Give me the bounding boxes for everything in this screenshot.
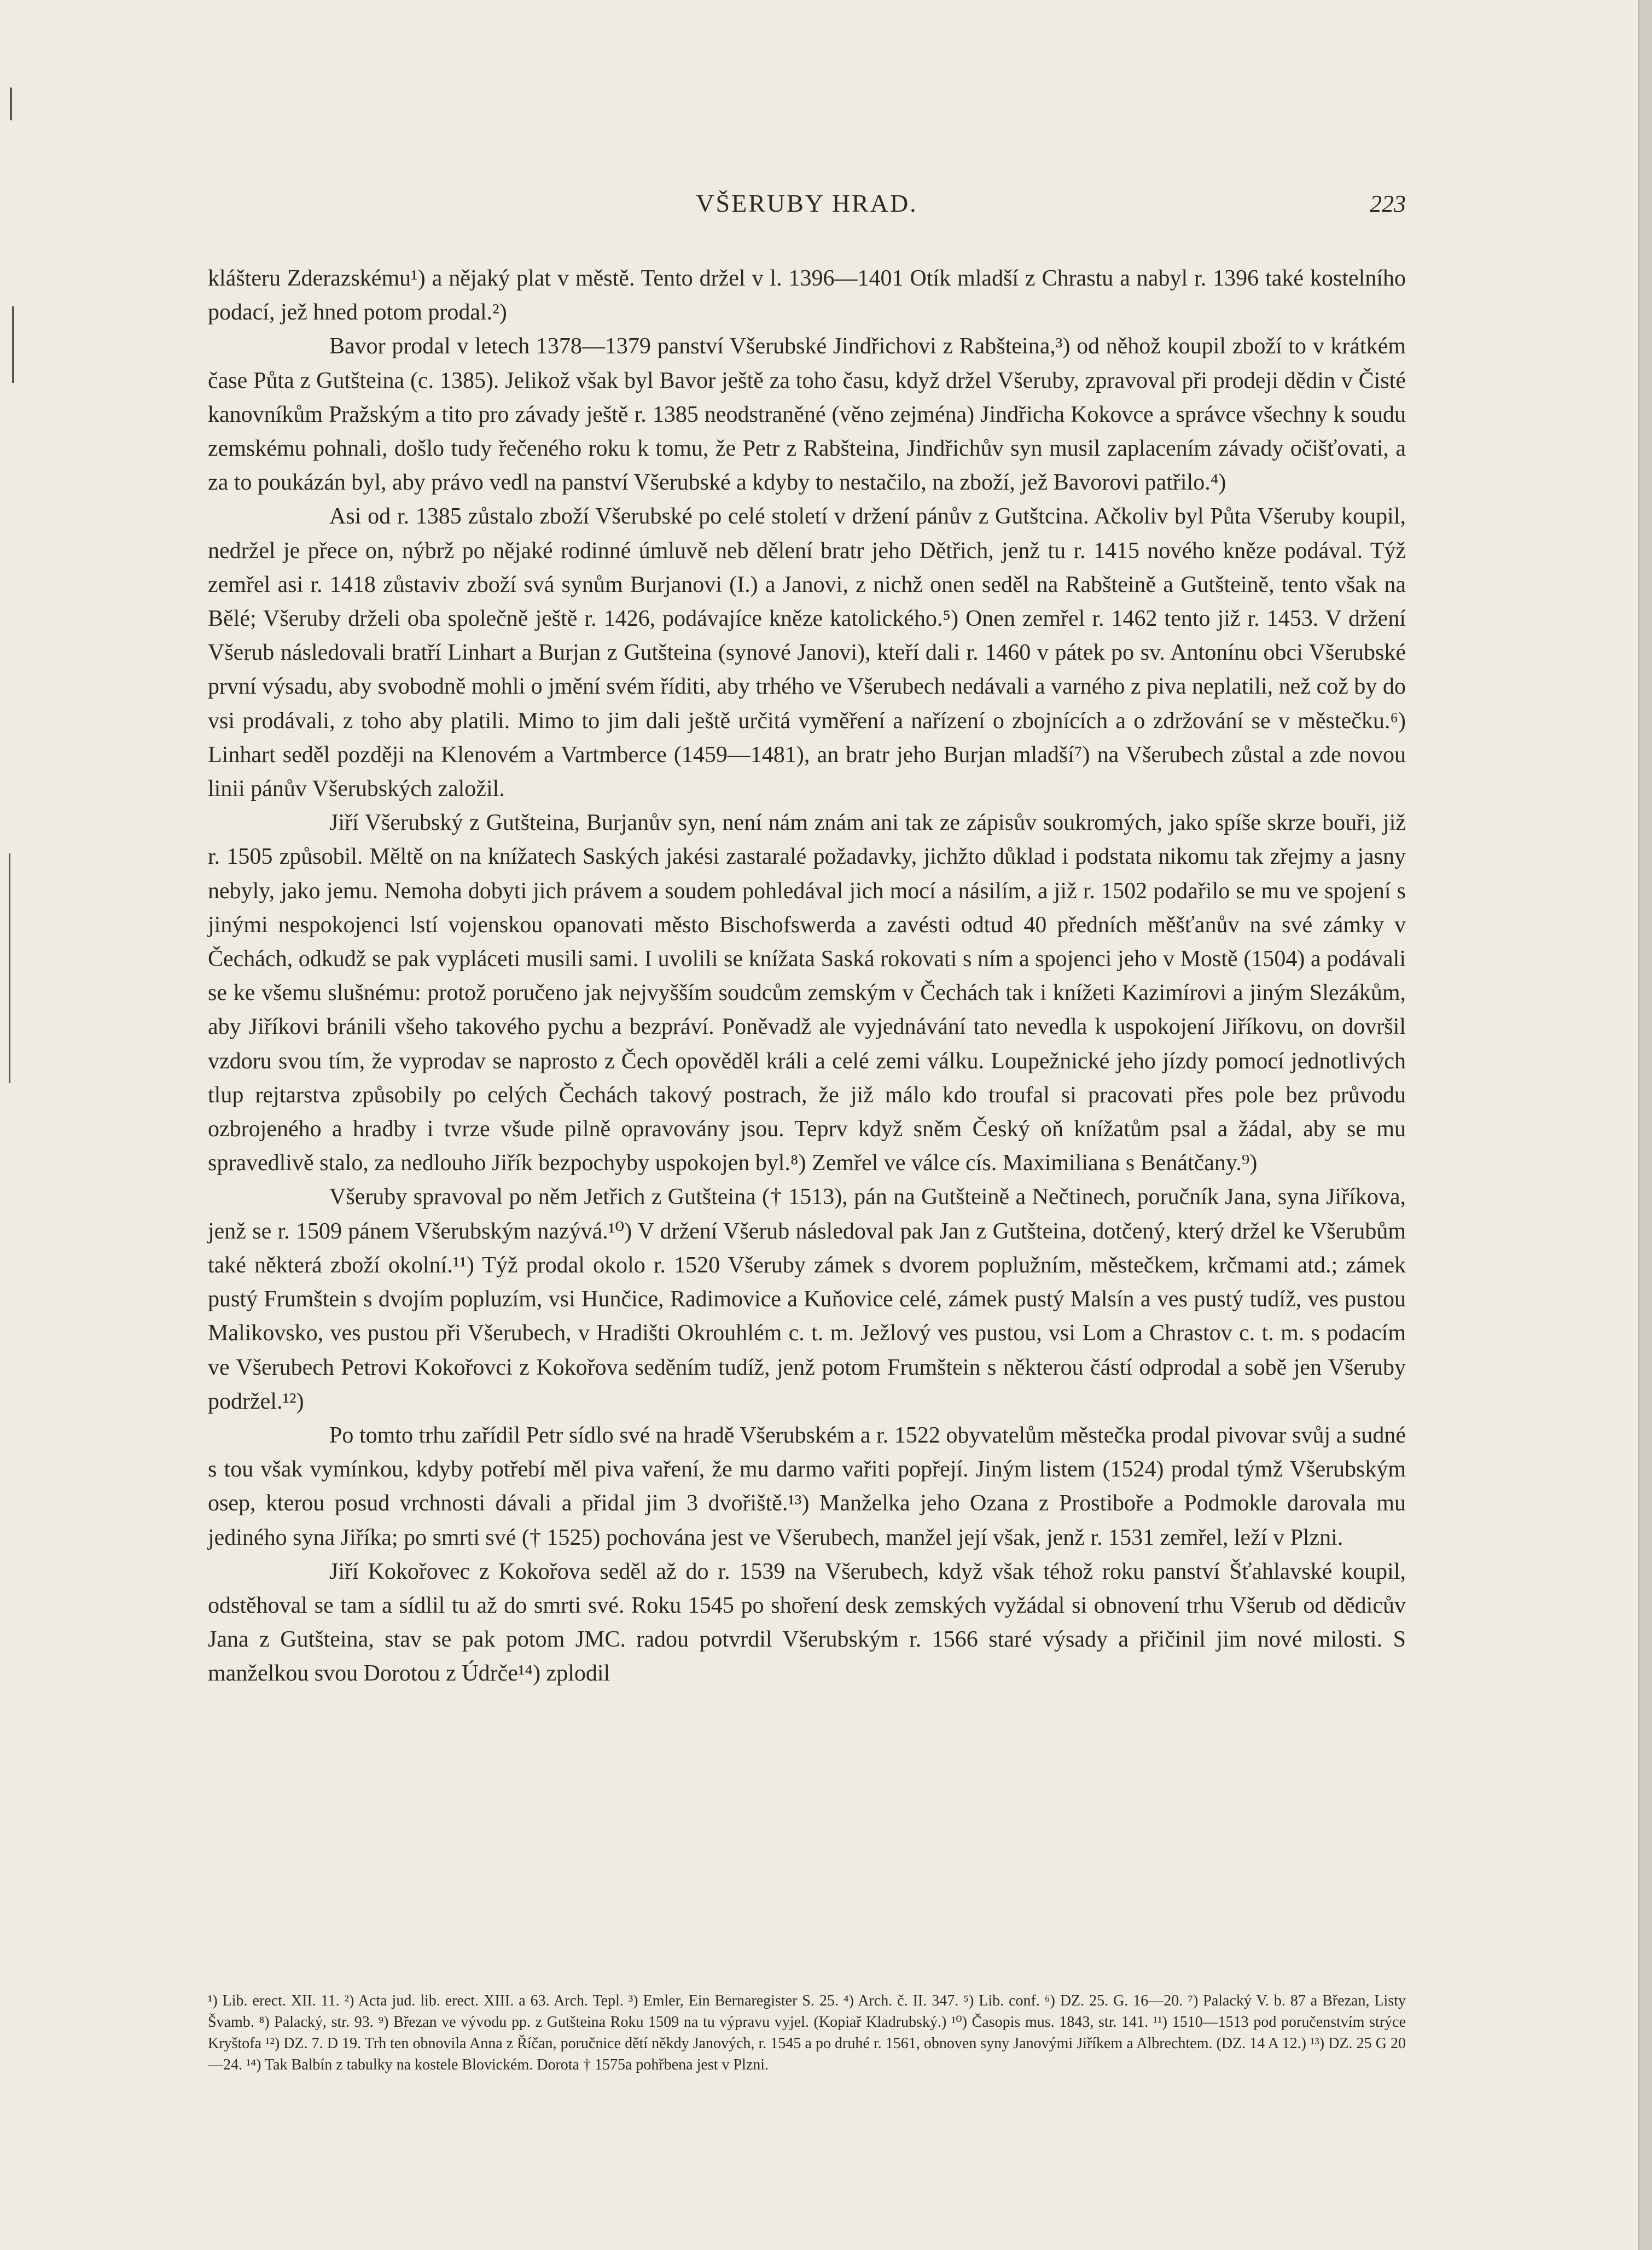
paragraph: Asi od r. 1385 zůstalo zboží Všerubské po celé století v držení pánův z Gutštcina. Ačkoliv byl Půta Všeruby koupil, nedržel je přece on, nýbrž po nějaké rodinné úmluvě neb dělení bratr jeho Dětřich, jenž tu r. 1415 nového kněze podával. Týž zemřel asi r. 1418 zůstaviv zboží svá synům Burjanovi (I.) a Janovi, z nichž onen seděl na Rabšteině a Gutšteině, tento však na Bělé; Všeruby drželi oba společně ještě r. 1426, podávajíce kněze katolického.⁵) Onen zemřel r. 1462 tento již r. 1453. V držení Všerub následovali bratří Linhart a Burjan z Gutšteina (synové Janovi), kteří dali r. 1460 v pátek po sv. Antonínu obci Všerubské první výsadu, aby svobodně mohli o jmění svém říditi, aby trhého ve Všerubech nedávali a varného z piva neplatili, než což by do vsi prodávali, z toho aby platili. Mimo to jim dali ještě určitá vyměření a nařízení o zbojnících a o zdržování se v městečku.⁶) Linhart seděl později na Klenovém a Vartmberce (1459—1481), an bratr jeho Burjan mladší⁷) na Všerubech zůstal a zde novou linii pánův Všerubských založil. — [208, 504, 1406, 802]
footnote-block: ¹) Lib. erect. XII. 11. ²) Acta jud. lib. erect. XIII. a 63. Arch. Tepl. ³) Emler, Ein Bernaregister S. 25. ⁴) Arch. č. II. 347. ⁵) Lib. conf. ⁶) DZ. 25. G. 16—20. ⁷) Palacký V. b. 87 a Březan, Listy Švamb. ⁸) Palacký, str. 93. ⁹) Březan ve vývodu pp. z Gutšteina Roku 1509 na tu výpravu vyjel. (Kopiař Kladrubský.) ¹⁰) Časopis mus. 1843, str. 141. ¹¹) 1510—1513 pod poručenstvím strýce Kryštofa ¹²) DZ. 7. D 19. Trh ten obnovila Anna z Říčan, poručnice dětí někdy Janových, r. 1545 a po druhé r. 1561, obnoven syny Janovými Jiříkem a Albrechtem. (DZ. 14 A 12.) ¹³) DZ. 25 G 20—24. ¹⁴) Tak Balbín z tabulky na kostele Blovickém. Dorota † 1575a pohřbena jest v Plzni. — [208, 1992, 1406, 2073]
paragraph: Jiří Kokořovec z Kokořova seděl až do r. 1539 na Všerubech, když však téhož roku panství Šťahlavské koupil, odstěhoval se tam a sídlil tu až do smrti své. Roku 1545 po shoření desk zemských vyžádal si obnovení trhu Všerub od dědicův Jana z Gutšteina, stav se pak potom JMC. radou potvrdil Všerubským r. 1566 staré výsady a přičinil jim nové milosti. S manželkou svou Dorotou z Údrče¹⁴) zplodil — [208, 1559, 1406, 1687]
paragraph: Po tomto trhu zařídil Petr sídlo své na hradě Všerubském a r. 1522 obyvatelům městečka prodal pivovar svůj a sudné s tou však vymínkou, kdyby potřebí měl piva vaření, že mu darmo vařiti popřejí. Jiným listem (1524) prodal týmž Všerubským osep, kterou posud vrchnosti dávali a přidal jim 3 dvořiště.¹³) Manželka jeho Ozana z Prostiboře a Podmokle darovala mu jediného syna Jiříka; po smrti své († 1525) pochována jest ve Všerubech, manžel její však, jenž r. 1531 zemřel, leží v Plzni. — [208, 1422, 1406, 1550]
paragraph: Všeruby spravoval po něm Jetřich z Gutšteina († 1513), pán na Gutšteině a Nečtinech, poručník Jana, syna Jiříkova, jenž se r. 1509 pánem Všerubským nazývá.¹⁰) V držení Všerub následoval pak Jan z Gutšteina, dotčený, který držel ke Všerubům také některá zboží okolní.¹¹) Týž prodal okolo r. 1520 Všeruby zámek s dvorem poplužním, městečkem, krčmami atd.; zámek pustý Frumštein s dvojím popluzím, vsi Hunčice, Radimovice a Kuňovice celé, zámek pustý Malsín a ves pustý tudíž, ves pustou Malikovsko, ves pustou při Všerubech, v Hradišti Okrouhlém c. t. m. Ježlový ves pustou, vsi Lom a Chrastov c. t. m. s podacím ve Všerubech Petrovi Kokořovci z Kokořova seděním tudíž, jenž potom Frumštein s některou částí odprodal a sobě jen Všeruby podržel.¹²) — [208, 1184, 1406, 1414]
page-edge — [1638, 0, 1652, 2250]
footnotes — [208, 1990, 1406, 2075]
paragraph: Jiří Všerubský z Gutšteina, Burjanův syn, není nám znám ani tak ze zápisův soukromých, jako spíše skrze bouři, již r. 1505 způsobil. Měltě on na knížatech Saských jakési zastaralé požadavky, jichžto důklad i podstata nikomu tak zřejmy a jasny nebyly, jako jemu. Nemoha dobyti jich právem a soudem pohledával jich mocí a násilím, a již r. 1502 podařilo se mu ve spojení s jinými nespokojenci lstí vojenskou opanovati město Bischofswerda a zavésti odtud 40 předních měšťanův na své zámky v Čechách, odkudž se pak vypláceti musili sami. I uvolili se knížata Saská rokovati s ním a spojenci jeho v Mostě (1504) a podávali se ke všemu slušnému: protož poručeno jak nejvyšším soudcům zemským v Čechách tak i knížeti Kazimírovi a jiným Slezákům, aby Jiříkovi bránili všeho takového pychu a bezpráví. Poněvadž ale vyjednávání tato nevedla k uspokojení Jiříkovu, on dovršil vzdoru svou tím, že vyprodav se naprosto z Čech opověděl králi a celé zemi válku. Loupežnické jeho jízdy pomocí jednotlivých tlup rejtarstva způsobily po celých Čechách takový postrach, že již málo kdo troufal si pracovati přes pole bez průvodu ozbrojeného a hradby i tvrze všude pilně opravovány jsou. Teprv když sněm Český oň knížatům psal a žádal, aby se mu spravedlivě stalo, za nedlouho Jiřík bezpochyby uspokojen byl.⁸) Zemřel ve válce cís. Maximiliana s Benátčany.⁹) — [208, 810, 1406, 1176]
body-text — [208, 261, 1406, 1691]
running-head: VŠERUBY HRAD. — [696, 189, 918, 217]
page-number: 223 — [1370, 190, 1406, 217]
binding-mark — [12, 306, 14, 383]
page-header — [208, 189, 1406, 227]
paragraph: klášteru Zderazskému¹) a nějaký plat v městě. Tento držel v l. 1396—1401 Otík mladší z Chrastu a nabyl r. 1396 také kostelního podací, jež hned potom prodal.²) — [208, 266, 1406, 325]
paragraph: Bavor prodal v letech 1378—1379 panství Všerubské Jindřichovi z Rabšteina,³) od něhož koupil zboží to v krátkém čase Půta z Gutšteina (c. 1385). Jelikož však byl Bavor ještě za toho času, když držel Všeruby, zpravoval při prodeji dědin v Čisté kanovníkům Pražským a tito pro závady ještě r. 1385 neodstraněné (věno zejména) Jindřicha Kokovce a správce všechny k soudu zemskému pohnali, došlo tudy řečeného roku k tomu, že Petr z Rabšteina, Jindřichův syn musil zaplacením závady očišťovati, a za to poukázán byl, aby právo vedl na panství Všerubské a kdyby to nestačilo, na zboží, jež Bavorovi patřilo.⁴) — [208, 334, 1406, 496]
binding-mark — [9, 853, 10, 1083]
binding-mark — [10, 88, 12, 120]
